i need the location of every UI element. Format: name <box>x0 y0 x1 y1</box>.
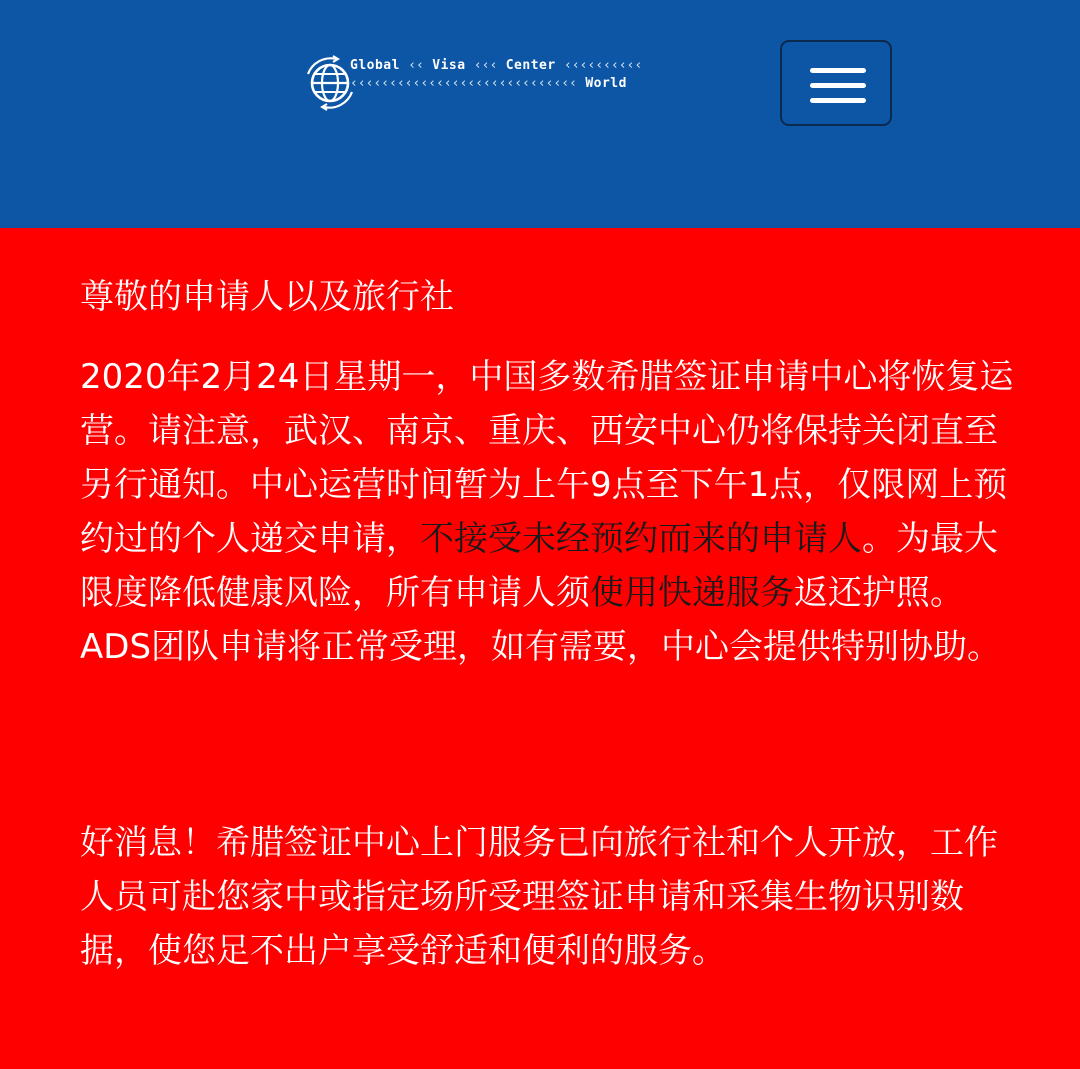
hamburger-bar <box>810 68 866 73</box>
para1-text-middle: 。为最大限度降低健康风险，所有申请人须 <box>80 519 998 613</box>
notice-paragraph-home-service: 好消息！希腊签证中心上门服务已向旅行社和个人开放，工作人员可赴您家中或指定场所受理签证申请和采集生物识别数据，使您足不出户享受舒适和便利的服务。 <box>80 823 998 971</box>
logo-chevrons: ‹‹‹‹‹‹‹‹‹‹‹‹‹‹‹‹‹‹‹‹‹‹‹‹‹‹‹‹‹ <box>350 76 577 91</box>
logo-chevrons: ‹‹‹‹‹‹‹‹‹‹ <box>564 58 643 73</box>
hamburger-bar <box>810 83 866 88</box>
hamburger-bar <box>810 98 866 103</box>
notice-paragraph-reopening <box>80 350 1020 674</box>
para1-text-end: 返还护照。ADS团队申请将正常受理，如有需要，中心会提供特别协助。 <box>80 573 1002 667</box>
logo-word-center: Center <box>505 58 556 73</box>
menu-button[interactable] <box>780 40 892 126</box>
logo-bottom-line <box>350 76 627 91</box>
para1-text-start: 2020年2月24日星期一，中国多数希腊签证申请中心将恢复运营。请注意，武汉、南京、重庆、西安中心仍将保持关闭直至另行通知。中心运营时间暂为上午9点至下午1点，仅限网上预约过的个人递交申请， <box>80 357 1014 559</box>
notice-content <box>0 228 1080 1069</box>
logo-chevrons: ‹‹ <box>408 58 424 73</box>
global-visa-center-logo[interactable] <box>300 52 643 116</box>
logo-word-world: World <box>585 76 627 91</box>
logo-word-visa: Visa <box>432 58 466 73</box>
site-header <box>0 0 1080 228</box>
highlight-no-walk-in: 不接受未经预约而来的申请人 <box>420 519 862 559</box>
logo-word-global: Global <box>350 58 400 73</box>
logo-top-line <box>350 58 642 73</box>
logo-chevrons: ‹‹‹ <box>473 58 498 73</box>
notice-greeting: 尊敬的申请人以及旅行社 <box>80 277 454 317</box>
highlight-courier-service: 使用快递服务 <box>590 573 794 613</box>
